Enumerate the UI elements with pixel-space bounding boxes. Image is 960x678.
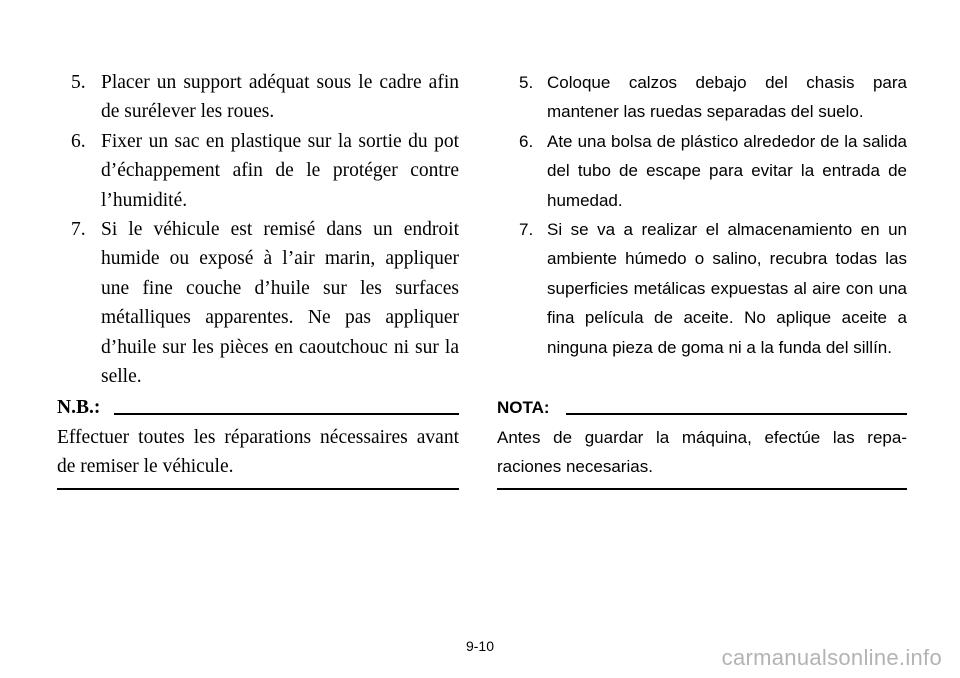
item-text: Ate una bolsa de plástico alrededor de la salida del tubo de escape para evitar la entrada de humedad. xyxy=(547,131,907,210)
note-header xyxy=(497,393,907,423)
note-bottom-rule xyxy=(497,488,907,490)
watermark: carmanualsonline.info xyxy=(721,645,942,670)
item-text: Placer un support adéquat sous le cadre afin de surélever les roues. xyxy=(101,72,459,123)
list-item xyxy=(57,215,459,391)
page-number: 9-10 xyxy=(465,638,495,654)
item-number: 5. xyxy=(519,73,534,92)
item-number: 5. xyxy=(71,72,86,93)
item-text: Si se va a realizar el almacenamiento en un ambiente húmedo o salino, recubra todas las superficies metálicas expuestas al aire con una fina película de aceite. No aplique aceite a ninguna pieza de goma ni a la funda del sillín. xyxy=(547,220,907,357)
item-text: Fixer un sac en plastique sur la sortie du pot d’échappement afin de le protéger contre l’humidité. xyxy=(101,130,459,211)
item-number: 6. xyxy=(71,130,86,152)
item-number: 7. xyxy=(71,219,86,241)
french-column xyxy=(57,68,459,391)
note-text: Effectuer toutes les réparations nécessaires avant de remiser le véhicule. xyxy=(57,427,459,478)
item-number: 7. xyxy=(519,220,534,240)
note-header-rule xyxy=(566,413,907,415)
list-item xyxy=(497,127,907,215)
list-item xyxy=(497,68,907,127)
spanish-note xyxy=(497,393,907,490)
note-bottom-rule xyxy=(57,488,459,490)
note-text: Antes de guardar la máquina, efectúe las repa-raciones necesarias. xyxy=(497,428,907,477)
list-item xyxy=(57,127,459,215)
list-item xyxy=(57,68,459,127)
note-label: N.B.: xyxy=(57,397,101,419)
item-number: 6. xyxy=(519,131,534,151)
note-label: NOTA: xyxy=(497,398,550,418)
item-text: Si le véhicule est remisé dans un endroit humide ou exposé à l’air marin, appliquer une fine couche d’huile sur les surfaces métalliques apparentes. Ne pas appliquer d’huile sur les pièces en caoutchouc ni sur la selle. xyxy=(101,219,459,388)
note-header xyxy=(57,393,459,423)
list-item xyxy=(497,215,907,362)
french-note xyxy=(57,393,459,490)
item-text: Coloque calzos debajo del chasis para mantener las ruedas separadas del suelo. xyxy=(547,73,907,122)
note-header-rule xyxy=(114,413,459,415)
spanish-column xyxy=(497,68,907,362)
